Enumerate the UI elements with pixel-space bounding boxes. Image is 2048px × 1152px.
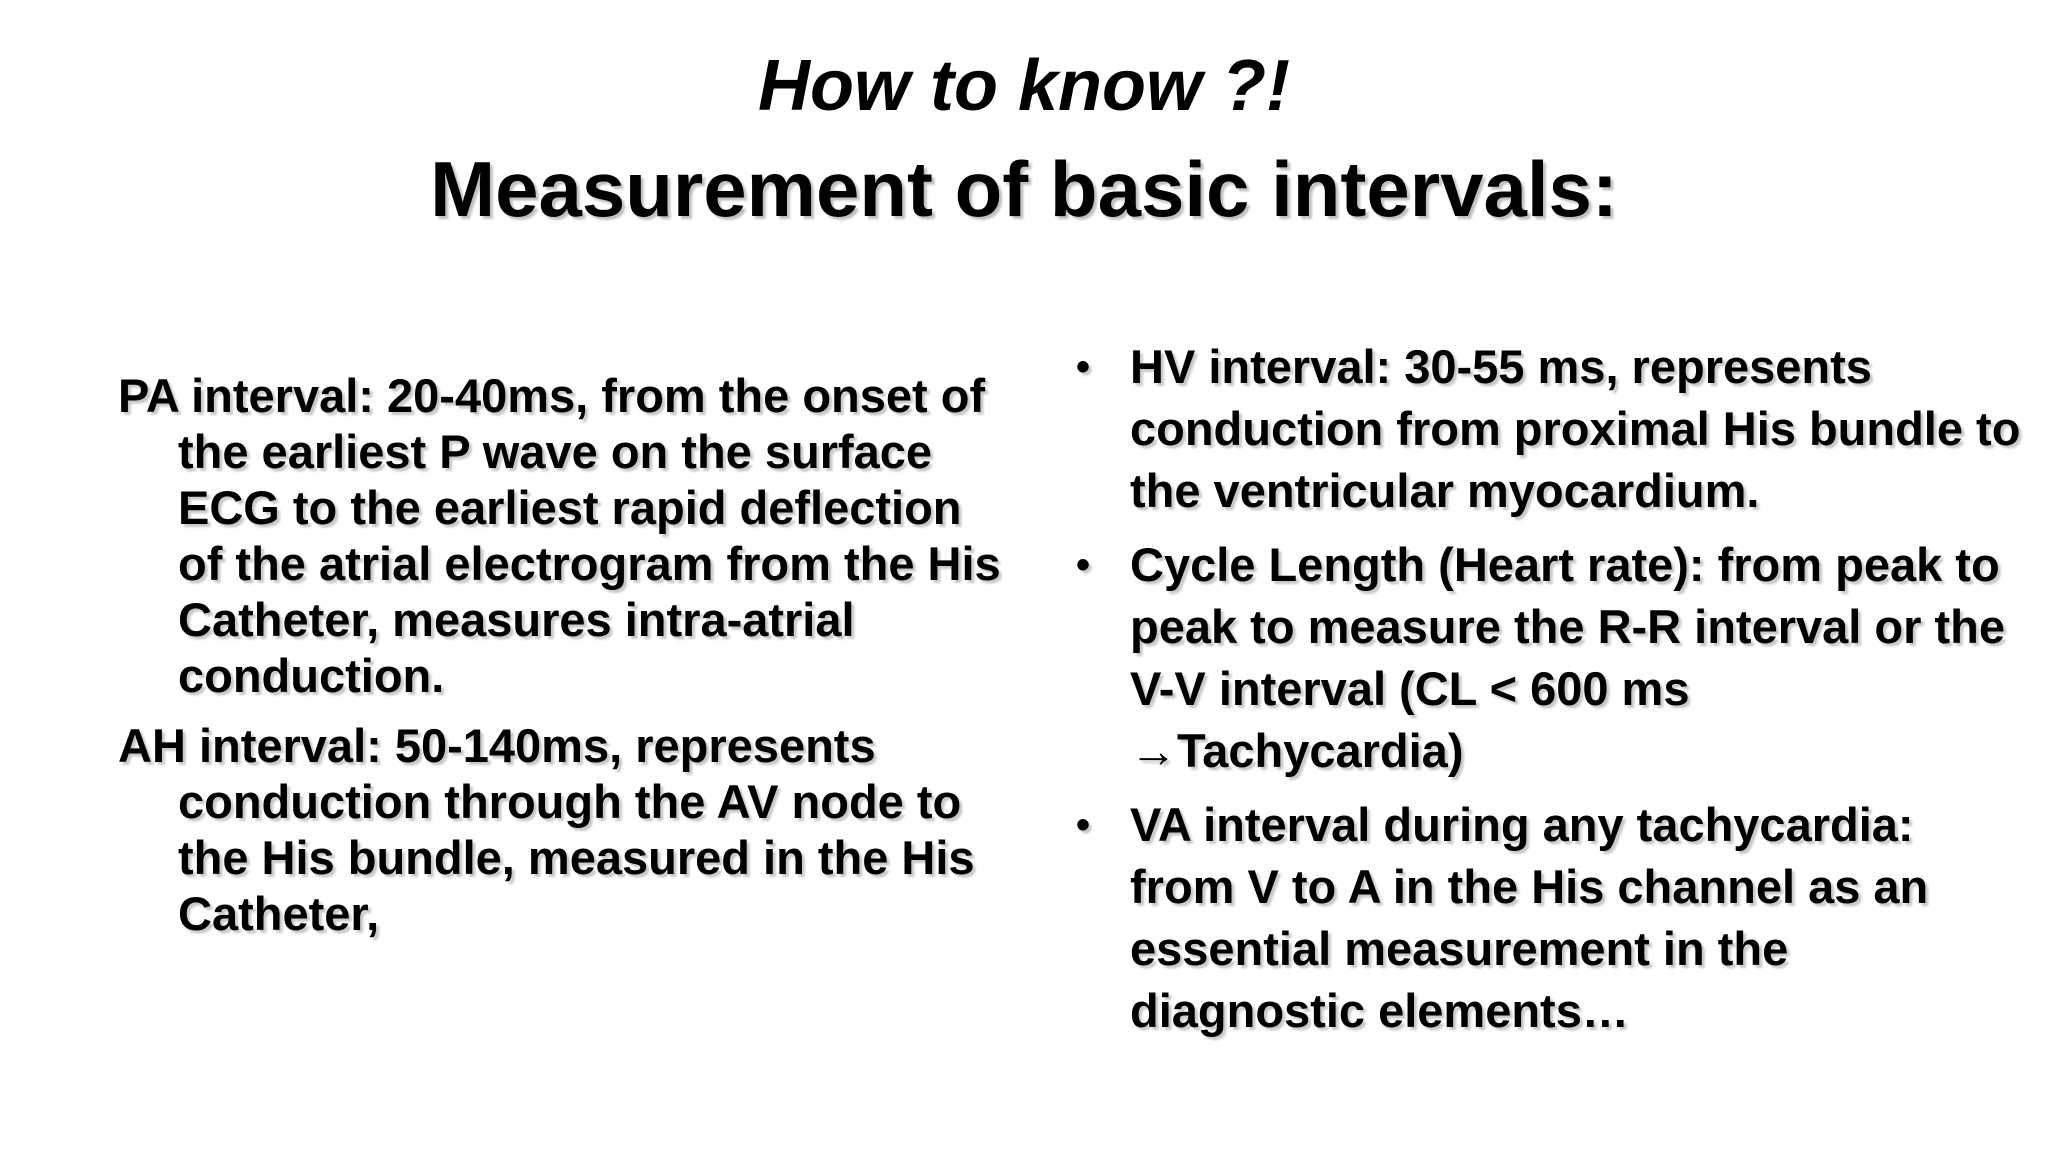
bullet-list <box>1068 336 2028 1042</box>
hv-interval-text: HV interval: 30-55 ms, represents conduction from proximal His bundle to the ventricular myocardium. <box>1130 340 2021 517</box>
ah-interval-paragraph: AH interval: 50-140ms, represents conduction through the AV node to the His bundle, measured in the His Catheter, <box>118 719 975 940</box>
left-column <box>118 368 1018 956</box>
bullet-icon: • <box>1076 543 1091 587</box>
slide-title: Measurement of basic intervals: <box>430 145 1618 233</box>
pa-interval-paragraph: PA interval: 20-40ms, from the onset of the earliest P wave on the surface ECG to the earliest rapid deflection of the atrial electrogram from the His Catheter, measures intra-atrial conduction. <box>118 369 1001 702</box>
va-interval-text: VA interval during any tachycardia: from V to A in the His channel as an essential measurement in the diagnostic elements… <box>1130 798 1929 1037</box>
va-interval-item <box>1068 794 2028 1042</box>
hv-interval-item <box>1068 336 2028 522</box>
slide-subtitle: How to know ?! <box>758 46 1290 126</box>
bullet-icon: • <box>1076 345 1091 389</box>
cycle-length-text: Cycle Length (Heart rate): from peak to peak to measure the R-R interval or the V-V interval (CL < 600 ms →Tachycardia) <box>1130 538 2005 777</box>
right-column <box>1068 336 2028 1054</box>
bullet-icon: • <box>1076 803 1091 847</box>
cycle-length-item <box>1068 534 2028 782</box>
